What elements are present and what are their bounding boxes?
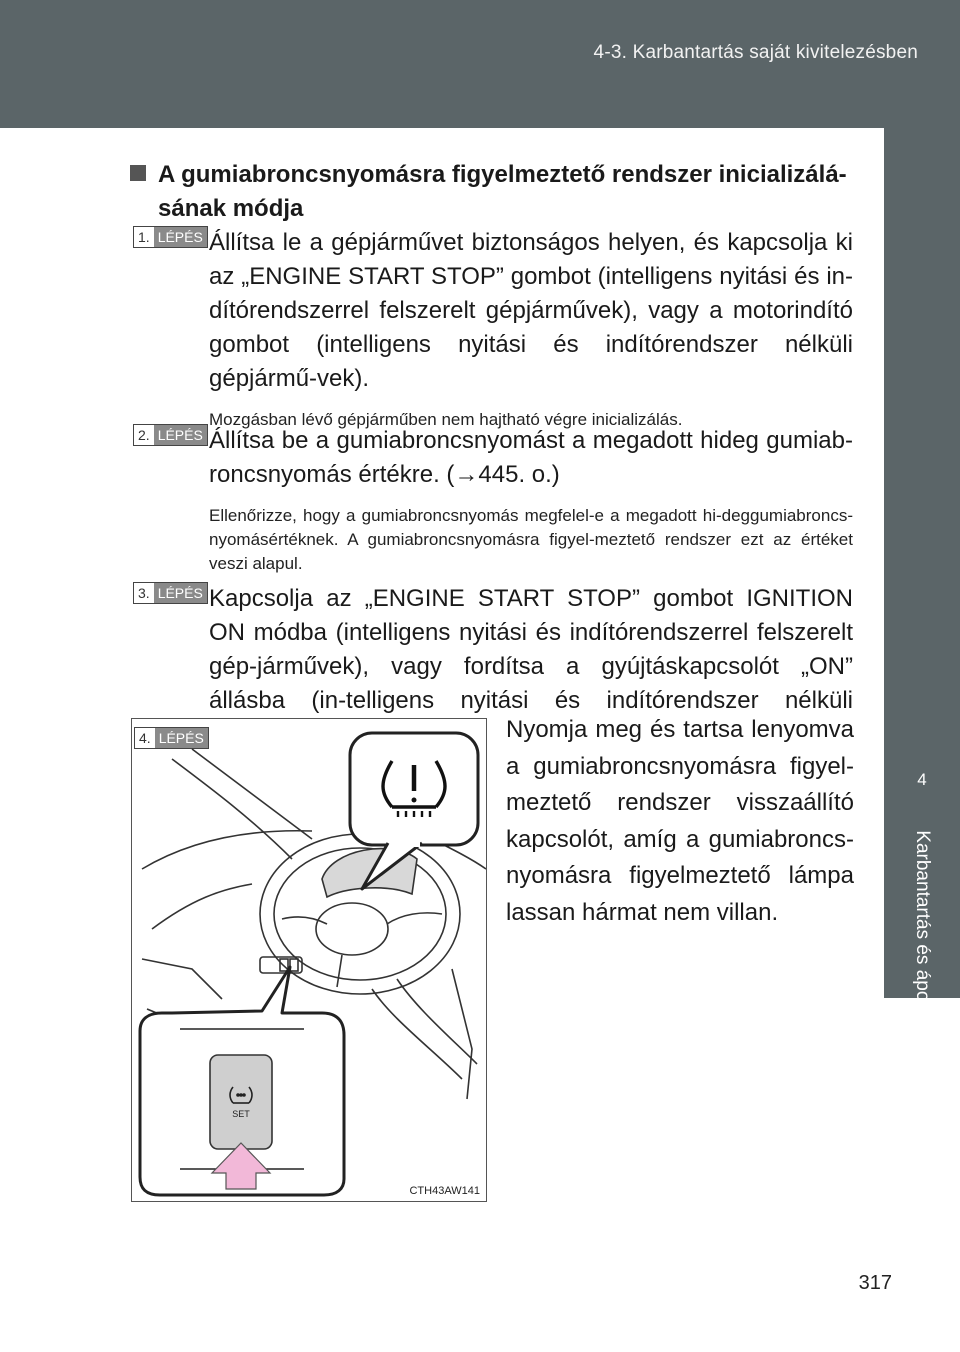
square-bullet-icon xyxy=(130,165,146,181)
side-tab xyxy=(884,128,960,1026)
step-note: Mozgásban lévő gépjárműben nem hajtható végre inicializálás. xyxy=(209,410,683,429)
step-label: LÉPÉS xyxy=(154,227,207,247)
tab-label: Karbantartás és ápolás xyxy=(912,830,933,1026)
dashboard-illustration xyxy=(131,718,487,1202)
heading-line-2: sának módja xyxy=(158,195,304,222)
step-number: 2. xyxy=(134,427,154,443)
step-4-text: Nyomja meg és tartsa lenyomva a gumiabroncsnyomásra figyel-meztető rendszer visszaállító kapcsolót, amíg a gumiabroncs-nyomásra figyelmeztető lámpa lassan hármat nem villan. xyxy=(506,716,854,926)
header-band xyxy=(0,0,960,128)
heading-line-1: A gumiabroncsnyomásra figyelmeztető rendszer inicializálá- xyxy=(158,161,847,188)
step-number: 4. xyxy=(135,730,155,746)
section-heading xyxy=(130,158,850,226)
step-text: Kapcsolja az „ENGINE START STOP” gombot IGNITION ON módba (intelligens nyitási és indítórendszerrel felszerelt gép-járművek), vagy fordítsa a gyújtáskapcsolót „ON” állásba (in-telligens nyitási és indítórendszer nélküli xyxy=(209,585,853,714)
step-number: 1. xyxy=(134,229,154,245)
step-badge xyxy=(133,226,208,248)
step-1 xyxy=(133,226,853,432)
step-label: LÉPÉS xyxy=(154,425,207,445)
step-badge xyxy=(133,582,208,604)
dashboard-drawing xyxy=(132,719,486,1201)
step-2 xyxy=(133,424,853,576)
step-number: 3. xyxy=(134,585,154,601)
step-label: LÉPÉS xyxy=(155,728,208,748)
step-note: Ellenőrizze, hogy a gumiabroncsnyomás megfelel-e a megadott hi-deggumiabroncs-nyomásértéknek. A gumiabroncsnyomásra figyel-meztető rendszer ezt az értéket veszi alapul. xyxy=(209,506,853,573)
figure-code: CTH43AW141 xyxy=(409,1185,480,1197)
page-number: 317 xyxy=(858,1272,892,1294)
set-button-label: SET xyxy=(232,1109,250,1119)
step-text: Állítsa le a gépjárművet biztonságos helyen, és kapcsolja ki az „ENGINE START STOP” gombot (intelligens nyitási és in-dítórendszerrel felszerelt gépjárművek), vagy a motorindító gombot (intelligens nyitási és indítórendszer nélküli gépjármű-vek). xyxy=(209,229,853,392)
header-title: 4-3. Karbantartás saját kivitelezésben xyxy=(593,42,918,63)
step-label: LÉPÉS xyxy=(154,583,207,603)
step-text: Állítsa be a gumiabroncsnyomást a megadott hideg gumiab-roncsnyomás értékre. (→445. o.) xyxy=(209,427,853,488)
step-badge xyxy=(133,424,208,446)
tab-number: 4 xyxy=(917,770,927,789)
